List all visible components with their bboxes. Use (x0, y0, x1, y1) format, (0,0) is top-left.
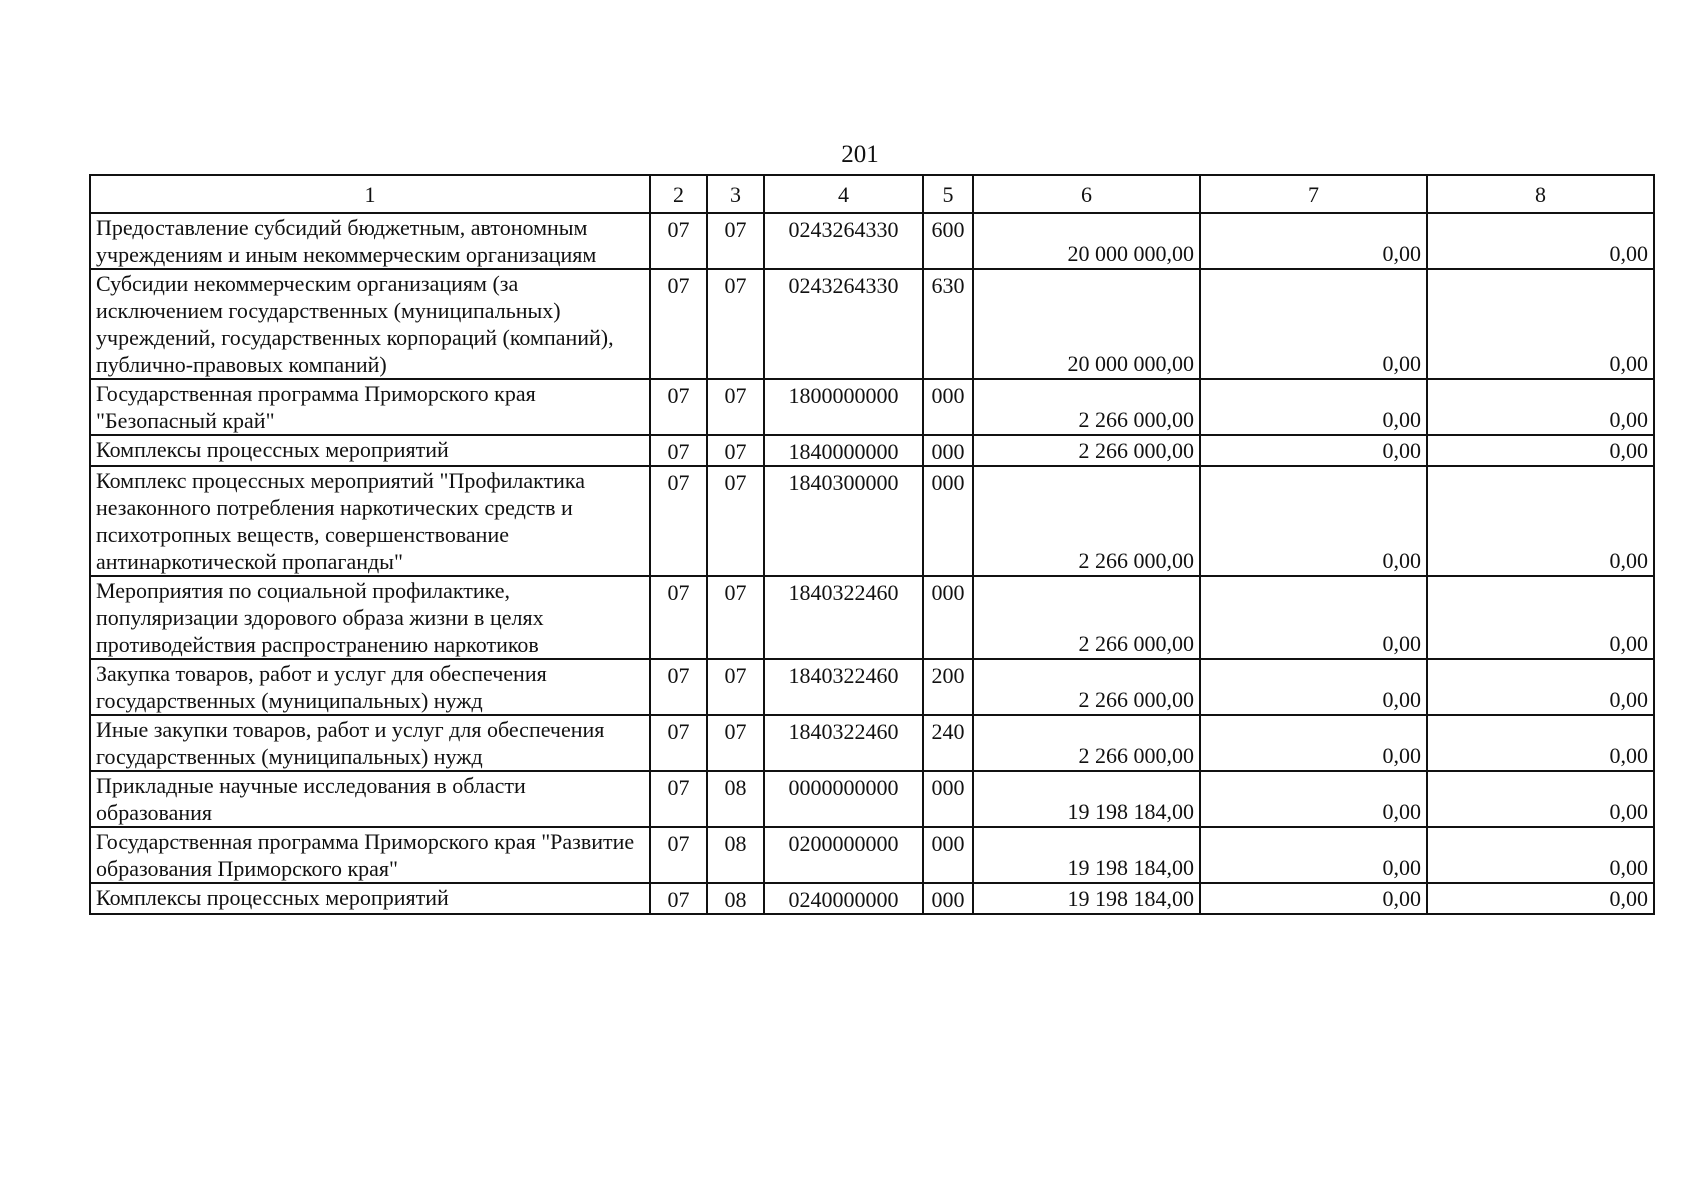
subsection-code: 07 (707, 576, 764, 659)
target-article-code: 0243264330 (764, 213, 923, 269)
item-name: Иные закупки товаров, работ и услуг для обеспечения государственных (муниципальных) нужд (90, 715, 650, 771)
section-code: 07 (650, 659, 707, 715)
target-article-code: 1800000000 (764, 379, 923, 435)
amount-column-7: 0,00 (1200, 213, 1427, 269)
amount-column-6: 19 198 184,00 (973, 771, 1200, 827)
item-name: Прикладные научные исследования в области образования (90, 771, 650, 827)
table-row (90, 576, 1654, 659)
target-article-code: 1840000000 (764, 435, 923, 466)
amount-column-7: 0,00 (1200, 715, 1427, 771)
amount-column-6: 2 266 000,00 (973, 659, 1200, 715)
amount-column-8: 0,00 (1427, 466, 1654, 576)
subsection-code: 07 (707, 269, 764, 379)
expense-type-code: 000 (923, 827, 973, 883)
section-code: 07 (650, 435, 707, 466)
target-article-code: 1840322460 (764, 576, 923, 659)
budget-table (89, 174, 1655, 915)
item-name: Закупка товаров, работ и услуг для обеспечения государственных (муниципальных) нужд (90, 659, 650, 715)
column-header-3: 3 (707, 175, 764, 213)
section-code: 07 (650, 771, 707, 827)
subsection-code: 07 (707, 213, 764, 269)
amount-column-7: 0,00 (1200, 883, 1427, 914)
item-name: Комплексы процессных мероприятий (90, 883, 650, 914)
table-row (90, 715, 1654, 771)
amount-column-7: 0,00 (1200, 659, 1427, 715)
column-header-4: 4 (764, 175, 923, 213)
item-name: Государственная программа Приморского края "Развитие образования Приморского края" (90, 827, 650, 883)
amount-column-6: 20 000 000,00 (973, 213, 1200, 269)
column-header-8: 8 (1427, 175, 1654, 213)
amount-column-8: 0,00 (1427, 659, 1654, 715)
amount-column-6: 2 266 000,00 (973, 576, 1200, 659)
amount-column-8: 0,00 (1427, 435, 1654, 466)
table-row (90, 827, 1654, 883)
amount-column-8: 0,00 (1427, 269, 1654, 379)
column-header-7: 7 (1200, 175, 1427, 213)
subsection-code: 08 (707, 827, 764, 883)
amount-column-8: 0,00 (1427, 213, 1654, 269)
section-code: 07 (650, 466, 707, 576)
section-code: 07 (650, 379, 707, 435)
target-article-code: 0240000000 (764, 883, 923, 914)
expense-type-code: 000 (923, 435, 973, 466)
amount-column-6: 2 266 000,00 (973, 379, 1200, 435)
expense-type-code: 600 (923, 213, 973, 269)
table-row (90, 435, 1654, 466)
subsection-code: 07 (707, 715, 764, 771)
table-row (90, 883, 1654, 914)
amount-column-6: 2 266 000,00 (973, 466, 1200, 576)
item-name: Предоставление субсидий бюджетным, автономным учреждениям и иным некоммерческим организациям (90, 213, 650, 269)
column-header-2: 2 (650, 175, 707, 213)
section-code: 07 (650, 213, 707, 269)
subsection-code: 08 (707, 771, 764, 827)
subsection-code: 08 (707, 883, 764, 914)
amount-column-8: 0,00 (1427, 576, 1654, 659)
item-name: Субсидии некоммерческим организациям (за исключением государственных (муниципальных) учреждений, государственных корпораций (компаний), публично-правовых компаний) (90, 269, 650, 379)
amount-column-6: 19 198 184,00 (973, 827, 1200, 883)
section-code: 07 (650, 715, 707, 771)
page-number: 201 (841, 141, 879, 168)
item-name: Комплекс процессных мероприятий "Профилактика незаконного потребления наркотических средств и психотропных веществ, совершенствование антинаркотической пропаганды" (90, 466, 650, 576)
subsection-code: 07 (707, 435, 764, 466)
amount-column-6: 19 198 184,00 (973, 883, 1200, 914)
amount-column-6: 2 266 000,00 (973, 715, 1200, 771)
column-header-6: 6 (973, 175, 1200, 213)
target-article-code: 0000000000 (764, 771, 923, 827)
amount-column-6: 20 000 000,00 (973, 269, 1200, 379)
table-row (90, 771, 1654, 827)
section-code: 07 (650, 269, 707, 379)
amount-column-7: 0,00 (1200, 379, 1427, 435)
amount-column-8: 0,00 (1427, 771, 1654, 827)
amount-column-7: 0,00 (1200, 269, 1427, 379)
target-article-code: 1840300000 (764, 466, 923, 576)
expense-type-code: 000 (923, 771, 973, 827)
table-row (90, 269, 1654, 379)
section-code: 07 (650, 883, 707, 914)
target-article-code: 0200000000 (764, 827, 923, 883)
table-row (90, 466, 1654, 576)
column-header-1: 1 (90, 175, 650, 213)
expense-type-code: 000 (923, 576, 973, 659)
section-code: 07 (650, 576, 707, 659)
target-article-code: 0243264330 (764, 269, 923, 379)
expense-type-code: 200 (923, 659, 973, 715)
amount-column-7: 0,00 (1200, 466, 1427, 576)
expense-type-code: 630 (923, 269, 973, 379)
section-code: 07 (650, 827, 707, 883)
subsection-code: 07 (707, 659, 764, 715)
item-name: Государственная программа Приморского края "Безопасный край" (90, 379, 650, 435)
amount-column-8: 0,00 (1427, 827, 1654, 883)
subsection-code: 07 (707, 379, 764, 435)
item-name: Мероприятия по социальной профилактике, популяризации здорового образа жизни в целях противодействия распространению наркотиков (90, 576, 650, 659)
amount-column-7: 0,00 (1200, 435, 1427, 466)
amount-column-7: 0,00 (1200, 771, 1427, 827)
amount-column-6: 2 266 000,00 (973, 435, 1200, 466)
amount-column-8: 0,00 (1427, 379, 1654, 435)
target-article-code: 1840322460 (764, 715, 923, 771)
column-header-5: 5 (923, 175, 973, 213)
table-row (90, 213, 1654, 269)
expense-type-code: 000 (923, 466, 973, 576)
expense-type-code: 000 (923, 379, 973, 435)
table-header-row (90, 175, 1654, 213)
item-name: Комплексы процессных мероприятий (90, 435, 650, 466)
expense-type-code: 000 (923, 883, 973, 914)
table-row (90, 659, 1654, 715)
table-row (90, 379, 1654, 435)
amount-column-8: 0,00 (1427, 883, 1654, 914)
subsection-code: 07 (707, 466, 764, 576)
amount-column-7: 0,00 (1200, 827, 1427, 883)
target-article-code: 1840322460 (764, 659, 923, 715)
amount-column-8: 0,00 (1427, 715, 1654, 771)
amount-column-7: 0,00 (1200, 576, 1427, 659)
expense-type-code: 240 (923, 715, 973, 771)
